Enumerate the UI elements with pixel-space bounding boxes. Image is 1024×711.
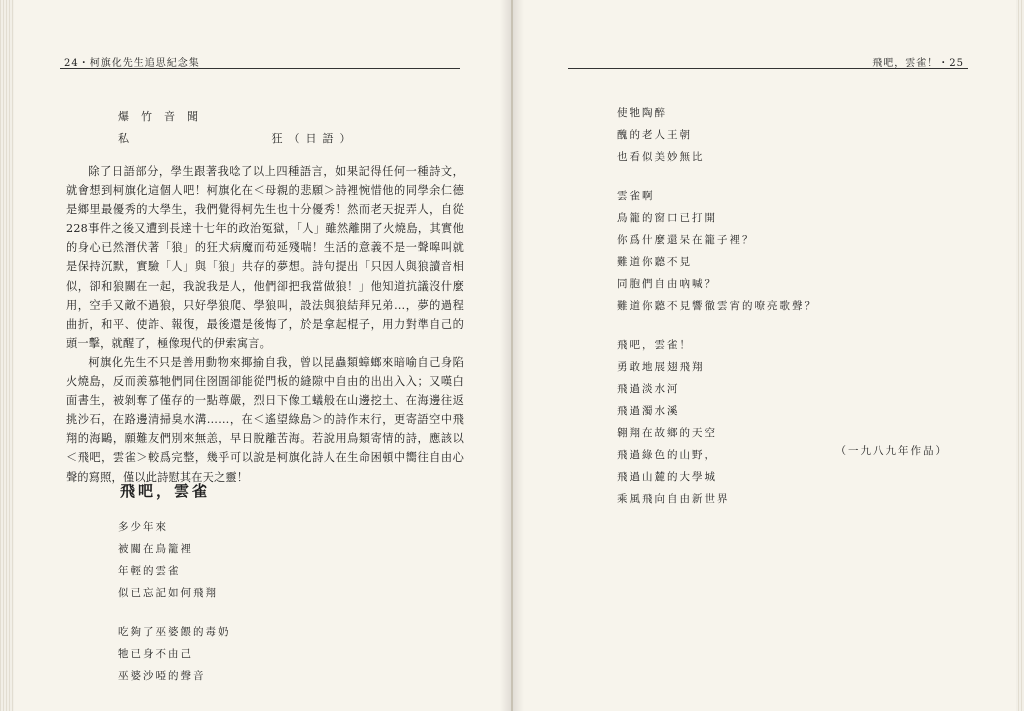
- right-page-header: 飛吧，雲雀！・25: [872, 58, 964, 69]
- poem-line: 翱翔在故鄉的天空: [617, 427, 717, 439]
- poem-line: 飛過淡水河: [617, 383, 680, 395]
- intro-line-text: 私: [118, 132, 141, 145]
- poem-line: 鳥籠的窗口已打開: [617, 212, 717, 224]
- left-header-rule: [60, 68, 460, 69]
- intro-line: [118, 106, 357, 128]
- poem-stanza: [617, 185, 817, 317]
- poem-line: 飛過山麓的大學城: [617, 471, 717, 483]
- poem-stanza: [617, 102, 817, 168]
- poem-title: 飛吧，雲雀: [120, 482, 211, 500]
- poem-right-column: [617, 102, 817, 527]
- poem-line: 巫婆沙啞的聲音: [118, 670, 206, 682]
- prose-body: [66, 162, 464, 487]
- poem-line: 勇敢地展翅飛翔: [617, 361, 705, 373]
- poem-line: 乘風飛向自由新世界: [617, 493, 730, 505]
- poem-stanza: [617, 334, 817, 510]
- poem-left-column: [118, 516, 231, 704]
- poem-stanza: [118, 516, 231, 604]
- poem-line: 飛過綠色的山野，: [617, 449, 717, 461]
- poem-line: 似已忘記如何飛翔: [118, 587, 218, 599]
- poem-attribution: （一九八九年作品）: [835, 445, 948, 457]
- intro-line-note: 狂（日語）: [271, 132, 357, 145]
- poem-line: 多少年來: [118, 521, 168, 533]
- intro-line-text: 爆竹音聞: [118, 110, 210, 123]
- page-edges-right: [1016, 0, 1024, 711]
- poem-line: 雲雀啊: [617, 190, 655, 202]
- poem-stanza: [118, 621, 231, 687]
- poem-line: 你爲什麼還呆在籠子裡？: [617, 234, 755, 246]
- page-edges-left: [0, 0, 14, 711]
- poem-line: 飛吧，雲雀！: [617, 339, 692, 351]
- poem-line: 年輕的雲雀: [118, 565, 181, 577]
- right-header-rule: [568, 68, 968, 69]
- paragraph: 柯旗化先生不只是善用動物來揶揄自我，曾以昆蟲類蟑螂來暗喻自己身陷火燒島，反而羨慕牠們同住囹圄卻能從門板的縫隙中自由的出出入入；又嘆白面書生，被剝奪了僅存的一點尊嚴，烈日下像工蟻般在山邊挖土、在海邊往返挑沙石，在路邊清掃臭水溝……，在＜遙望綠島＞的詩作末行，更寄語空中飛翔的海鷗，願難友們別來無恙，早日脫離苦海。若說用鳥類寄情的詩，應該以＜飛吧，雲雀＞較爲完整，幾乎可以說是柯旗化詩人在生命困頓中嚮往自由心聲的寫照，僅以此詩慰其在天之靈！: [66, 355, 464, 484]
- poem-line: 難道你聽不見: [617, 256, 692, 268]
- intro-lines: [118, 106, 357, 150]
- poem-line: 牠已身不由己: [118, 648, 193, 660]
- poem-line: 難道你聽不見響徹雲宵的嘹亮歌聲？: [617, 300, 817, 312]
- poem-line: 使牠陶醉: [617, 107, 667, 119]
- poem-line: 醜的老人王朝: [617, 129, 692, 141]
- left-page-header: 24・柯旗化先生追思紀念集: [64, 58, 200, 69]
- intro-line: [118, 128, 357, 150]
- poem-line: 吃夠了巫婆餵的毒奶: [118, 626, 231, 638]
- paragraph: 除了日語部分，學生跟著我唸了以上四種語言，如果記得任何一種詩文，就會想到柯旗化這個人吧！柯旗化在＜母親的悲願＞詩裡惋惜他的同學余仁德是鄉里最優秀的大學生，我們覺得柯先生也十分優秀！然而老天捉弄人，自從228事件之後又遭到長達十七年的政治冤獄，「人」雖然離開了火燒島，其實他的身心已然潛伏著「狼」的狂犬病魔而苟延殘喘！生活的意義不是一聲嗥叫就是保持沉默，實驗「人」與「狼」共存的夢想。詩句提出「只因人與狼讀音相似，卻和狼關在一起，我說我是人，他們卻把我當做狼！」他知道抗議沒什麼用，空手又敵不過狼，只好學狼爬、學狼叫，設法與狼結拜兄弟…，夢的過程曲折，和平、使詐、報復，最後還是後悔了，於是拿起棍子，用力對準自己的頭一擊，就醒了，極像現代的伊索寓言。: [66, 165, 464, 350]
- poem-line: 飛過濁水溪: [617, 405, 680, 417]
- book-gutter-shadow: [500, 0, 524, 711]
- poem-line: 也看似美妙無比: [617, 151, 705, 163]
- poem-line: 同胞們自由吶喊？: [617, 278, 717, 290]
- poem-line: 被關在鳥籠裡: [118, 543, 193, 555]
